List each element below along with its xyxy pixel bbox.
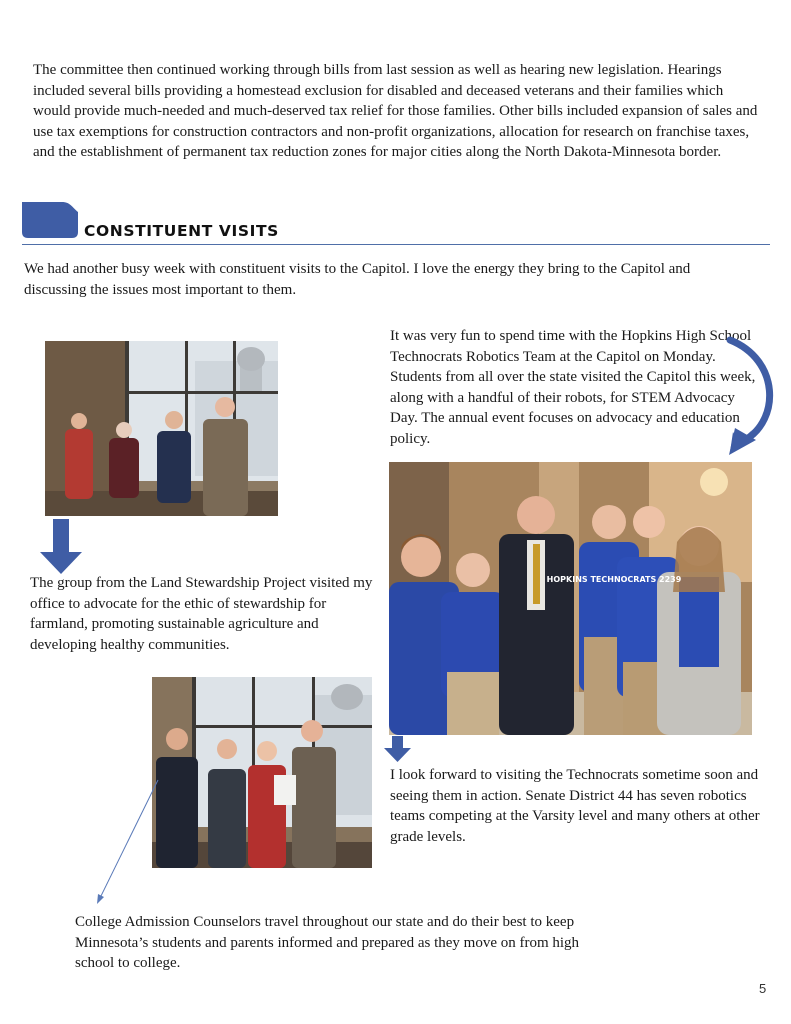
down-arrow-icon	[40, 519, 82, 574]
land-stewardship-photo	[45, 341, 278, 516]
page-number: 5	[759, 981, 767, 996]
technocrats-caption-2: I look forward to visiting the Technocrats sometime soon and seeing them in action. Senate District 44 has seven robotics teams competing at the Varsity level and many others at other grade levels.	[390, 767, 760, 845]
section-tab-shape	[22, 202, 80, 238]
college-counselors-caption: College Admission Counselors travel throughout our state and do their best to keep Minnesota’s students and parents informed and prepared as they move on from high school to college.	[75, 914, 580, 971]
intro-paragraph: The committee then continued working through bills from last session as well as hearing new legislation. Hearings included several bills providing a homestead exclusion for disabled and deceased veterans and their families which would provide much-needed and much-deserved tax relief for those families. Other bills included expansion of sales and use tax exemptions for construction contractors and non-profit organizations, allocation for research on franchise taxes, and the establishment of permanent tax reduction zones for major cities along the North Dakota-Minnesota border.	[33, 62, 758, 160]
land-stewardship-caption: The group from the Land Stewardship Project visited my office to advocate for the ethic of stewardship for farmland, promoting sustainable agriculture and developing healthy communities.	[30, 575, 373, 653]
section-intro: We had another busy week with constituent visits to the Capitol. I love the energy they bring to the Capitol and discussing the issues most important to them.	[24, 261, 691, 298]
section-heading-row	[22, 202, 770, 247]
technocrats-photo	[389, 462, 752, 735]
technocrats-caption-1: It was very fun to spend time with the Hopkins High School Technocrats Robotics Team at the Capitol on Monday. Students from all over the state visited the Capitol this week, along with a handful of their robots, for STEM Advocacy Day. The annual event focuses on advocacy and education policy.	[390, 328, 756, 447]
shirt-print: HOPKINS TECHNOCRATS 2239	[546, 575, 682, 584]
college-counselors-photo	[152, 677, 372, 868]
section-heading: CONSTITUENT VISITS	[84, 222, 279, 240]
section-divider	[22, 244, 770, 245]
small-down-arrow-icon	[384, 736, 411, 762]
connector-arrow-icon	[97, 780, 158, 904]
